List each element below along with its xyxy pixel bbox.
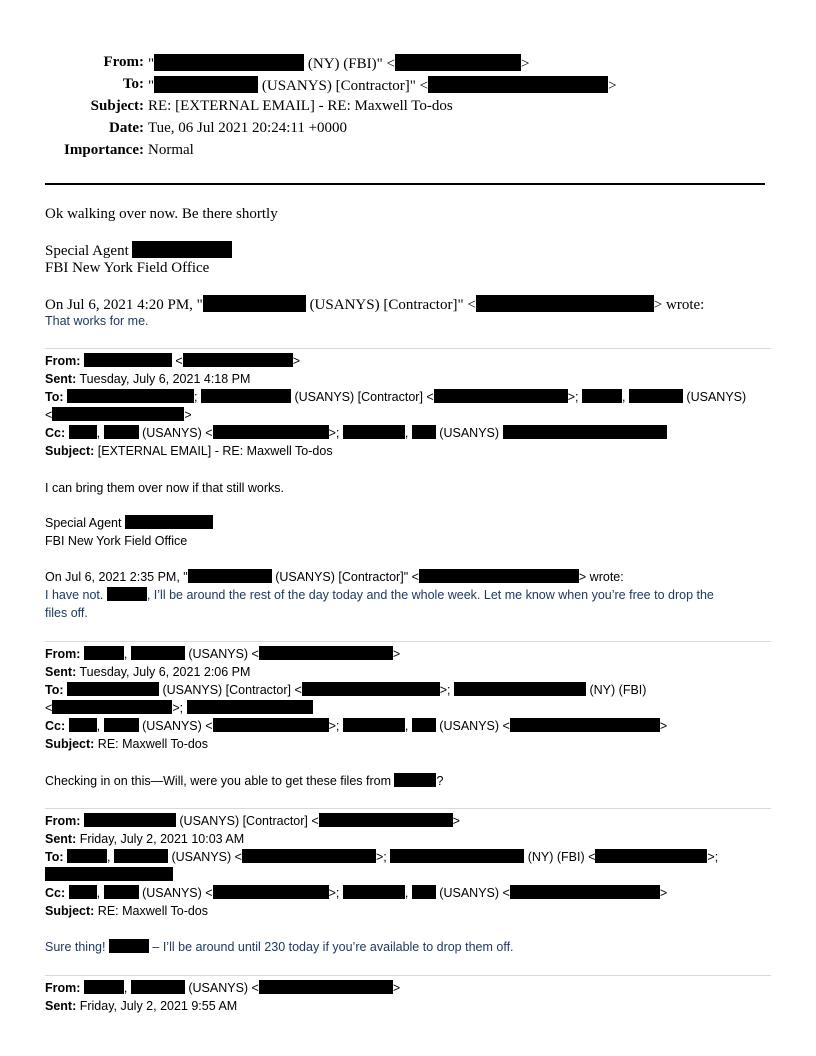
from-label: From: bbox=[103, 54, 144, 70]
quote-attribution: On Jul 6, 2021 2:35 PM, " (USANYS) [Contractor]" < > wrote: bbox=[45, 570, 624, 584]
redaction bbox=[319, 813, 453, 827]
redaction bbox=[104, 718, 139, 732]
msg-sent: Sent: Tuesday, July 6, 2021 4:18 PM bbox=[45, 372, 251, 386]
redaction bbox=[187, 700, 313, 714]
redaction bbox=[84, 813, 176, 827]
redaction bbox=[412, 718, 436, 732]
redaction bbox=[154, 76, 258, 93]
signature-office: FBI New York Field Office bbox=[45, 534, 188, 548]
redaction bbox=[52, 700, 172, 714]
importance-value: Normal bbox=[148, 142, 194, 158]
redaction bbox=[395, 54, 521, 71]
msg-cc: Cc: , (USANYS) < >; , (USANYS) < > bbox=[45, 719, 668, 733]
redaction bbox=[343, 885, 405, 899]
redaction bbox=[302, 682, 440, 696]
redaction bbox=[390, 849, 524, 863]
redaction bbox=[131, 646, 185, 660]
redaction bbox=[69, 885, 97, 899]
to-label: To: bbox=[122, 76, 144, 92]
redaction bbox=[201, 389, 291, 403]
redaction bbox=[412, 885, 436, 899]
quote-attribution: On Jul 6, 2021 4:20 PM, " (USANYS) [Contractor]" < > wrote: bbox=[45, 297, 705, 313]
importance-label: Importance: bbox=[64, 142, 144, 158]
redaction bbox=[203, 295, 306, 312]
redaction bbox=[595, 849, 707, 863]
message-body: Sure thing! – I’ll be around until 230 today if you’re available to drop them off. bbox=[45, 940, 514, 954]
quoted-reply-cont: files off. bbox=[45, 606, 88, 620]
redaction bbox=[84, 980, 124, 994]
message-separator bbox=[45, 975, 771, 976]
msg-to-cont: < >; bbox=[45, 699, 313, 717]
redaction bbox=[259, 646, 393, 660]
redaction bbox=[109, 939, 149, 953]
redaction bbox=[412, 425, 436, 439]
redaction bbox=[510, 885, 660, 899]
msg-subject: Subject: [EXTERNAL EMAIL] - RE: Maxwell To-dos bbox=[45, 444, 333, 458]
redaction bbox=[188, 569, 272, 583]
redaction bbox=[582, 389, 622, 403]
redaction bbox=[213, 718, 329, 732]
signature-office: FBI New York Field Office bbox=[45, 260, 210, 276]
msg-from: From: < > bbox=[45, 354, 300, 368]
msg-from: From: , (USANYS) < > bbox=[45, 647, 401, 661]
redaction bbox=[104, 425, 139, 439]
redaction bbox=[114, 849, 168, 863]
msg-sent: Sent: Tuesday, July 6, 2021 2:06 PM bbox=[45, 665, 251, 679]
date-value: Tue, 06 Jul 2021 20:24:11 +0000 bbox=[148, 120, 348, 136]
from-value: " (NY) (FBI)" < > bbox=[148, 56, 530, 72]
redaction bbox=[69, 718, 97, 732]
redaction bbox=[104, 885, 139, 899]
redaction bbox=[183, 353, 293, 367]
redaction bbox=[69, 425, 97, 439]
redaction bbox=[503, 425, 667, 439]
redaction bbox=[84, 353, 172, 367]
msg-subject: Subject: RE: Maxwell To-dos bbox=[45, 904, 209, 918]
header-divider bbox=[45, 183, 765, 185]
signature-title: Special Agent bbox=[45, 514, 213, 532]
redaction bbox=[510, 718, 660, 732]
date-label: Date: bbox=[109, 120, 144, 136]
redaction bbox=[67, 682, 159, 696]
redaction bbox=[419, 569, 579, 583]
msg-to: To: , (USANYS) < >; (NY) (FBI) < >; bbox=[45, 850, 719, 864]
redaction bbox=[259, 980, 393, 994]
redaction bbox=[132, 241, 232, 258]
message-body: Ok walking over now. Be there shortly bbox=[45, 206, 278, 222]
msg-to: To: ; (USANYS) [Contractor] < >; , (USANYS) bbox=[45, 390, 747, 404]
quoted-reply: I have not. , I’ll be around the rest of the day today and the whole week. Let me know when you’re free to drop the bbox=[45, 588, 714, 602]
redaction bbox=[476, 295, 654, 312]
signature-title: Special Agent bbox=[45, 241, 232, 260]
redaction bbox=[67, 389, 194, 403]
msg-cc: Cc: , (USANYS) < >; , (USANYS) < > bbox=[45, 886, 668, 900]
msg-sent: Sent: Friday, July 2, 2021 9:55 AM bbox=[45, 999, 238, 1013]
redaction bbox=[428, 76, 608, 93]
msg-from: From: , (USANYS) < > bbox=[45, 981, 401, 995]
redaction bbox=[213, 425, 329, 439]
redaction bbox=[125, 515, 213, 529]
redaction bbox=[394, 773, 436, 787]
msg-sent: Sent: Friday, July 2, 2021 10:03 AM bbox=[45, 832, 245, 846]
subject-value: RE: [EXTERNAL EMAIL] - RE: Maxwell To-dos bbox=[148, 98, 453, 114]
msg-to-cont: < > bbox=[45, 408, 192, 422]
subject-label: Subject: bbox=[90, 98, 144, 114]
redaction bbox=[67, 849, 107, 863]
redaction bbox=[52, 407, 184, 421]
redaction bbox=[84, 646, 124, 660]
message-separator bbox=[45, 808, 771, 809]
message-separator bbox=[45, 641, 771, 642]
redaction bbox=[629, 389, 683, 403]
redaction bbox=[242, 849, 376, 863]
to-value: " (USANYS) [Contractor]" < > bbox=[148, 78, 617, 94]
message-body: I can bring them over now if that still works. bbox=[45, 481, 284, 495]
redaction bbox=[107, 587, 147, 601]
redaction bbox=[434, 389, 568, 403]
redaction bbox=[131, 980, 185, 994]
message-separator bbox=[45, 348, 771, 349]
message-body: Checking in on this—Will, were you able to get these files from ? bbox=[45, 774, 444, 788]
quoted-reply: That works for me. bbox=[45, 314, 149, 328]
redaction bbox=[343, 718, 405, 732]
msg-from: From: (USANYS) [Contractor] < > bbox=[45, 814, 460, 828]
redaction bbox=[154, 54, 304, 71]
redaction bbox=[213, 885, 329, 899]
msg-cc: Cc: , (USANYS) < >; , (USANYS) bbox=[45, 424, 667, 442]
msg-to-cont bbox=[45, 866, 173, 884]
redaction bbox=[45, 867, 173, 881]
msg-to: To: (USANYS) [Contractor] < >; (NY) (FBI) bbox=[45, 683, 647, 697]
msg-subject: Subject: RE: Maxwell To-dos bbox=[45, 737, 209, 751]
redaction bbox=[343, 425, 405, 439]
redaction bbox=[454, 682, 586, 696]
